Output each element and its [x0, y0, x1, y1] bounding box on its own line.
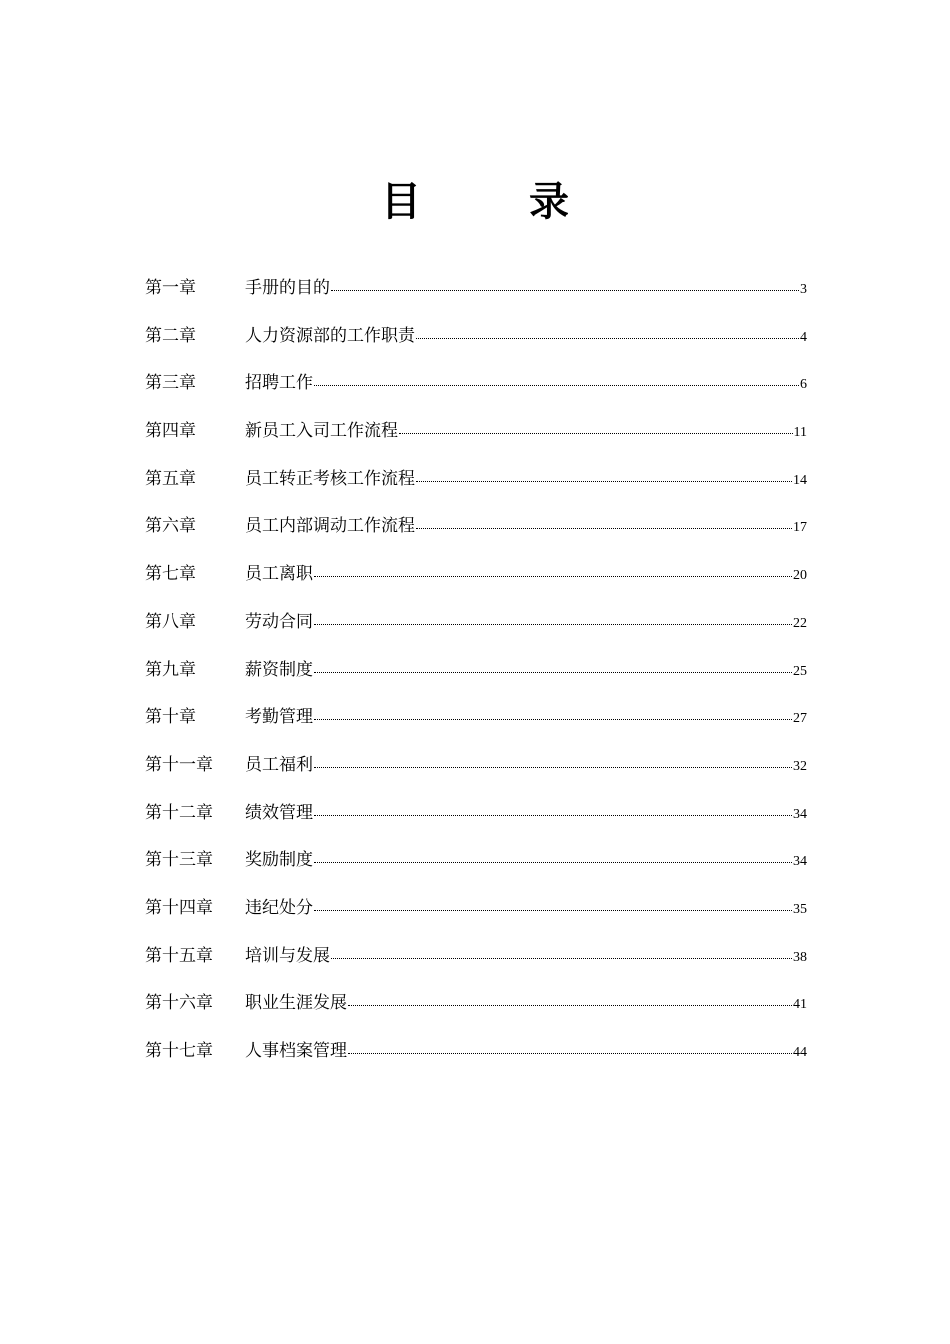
- dot-leader: [314, 671, 792, 673]
- toc-entry: [145, 459, 807, 507]
- chapter-number: 第九章: [145, 659, 196, 680]
- chapter-number: 第三章: [145, 373, 196, 394]
- dot-leader: [348, 1004, 792, 1006]
- chapter-title: 员工福利: [245, 754, 313, 775]
- toc-entry: [145, 936, 807, 984]
- dot-leader: [314, 909, 792, 911]
- page-number: 27: [793, 711, 807, 727]
- page-number: 20: [793, 568, 807, 584]
- toc-entry: [145, 793, 807, 841]
- chapter-title: 奖励制度: [245, 850, 313, 871]
- chapter-title: 劳动合同: [245, 611, 313, 632]
- chapter-title: 人事档案管理: [245, 1041, 347, 1061]
- dot-leader: [416, 337, 799, 339]
- toc-entry: [145, 650, 807, 698]
- chapter-number: 第十五章: [145, 945, 213, 966]
- toc-entry: [145, 554, 807, 602]
- dot-leader: [348, 1052, 792, 1054]
- page-number: 14: [793, 472, 807, 488]
- chapter-number: 第十四章: [145, 897, 213, 918]
- page-number: 34: [793, 854, 807, 870]
- chapter-title: 员工转正考核工作流程: [245, 468, 415, 489]
- chapter-title: 手册的目的: [245, 278, 330, 298]
- page-number: 17: [793, 520, 807, 536]
- chapter-title: 人力资源部的工作职责: [245, 325, 415, 346]
- chapter-title: 新员工入司工作流程: [245, 421, 398, 442]
- chapter-title: 培训与发展: [245, 945, 330, 966]
- dot-leader: [314, 384, 799, 386]
- dot-leader: [331, 289, 799, 291]
- chapter-title: 违纪处分: [245, 897, 313, 918]
- chapter-number: 第四章: [145, 421, 196, 442]
- table-of-contents: [145, 268, 807, 1079]
- toc-entry: [145, 268, 807, 316]
- chapter-number: 第十七章: [145, 1041, 213, 1061]
- page-number: 3: [800, 282, 807, 297]
- toc-entry: [145, 888, 807, 936]
- page-title: 目 录: [381, 178, 603, 225]
- dot-leader: [331, 957, 792, 959]
- toc-entry: [145, 411, 807, 459]
- dot-leader: [314, 623, 792, 625]
- toc-entry: [145, 840, 807, 888]
- chapter-title: 薪资制度: [245, 659, 313, 680]
- chapter-title: 考勤管理: [245, 707, 313, 728]
- chapter-number: 第七章: [145, 564, 196, 585]
- chapter-number: 第五章: [145, 468, 196, 489]
- page-number: 6: [800, 377, 807, 393]
- chapter-number: 第六章: [145, 516, 196, 537]
- page-number: 4: [800, 329, 807, 345]
- chapter-number: 第十一章: [145, 754, 213, 775]
- page-number: 11: [793, 425, 807, 441]
- dot-leader: [314, 814, 792, 816]
- toc-entry: [145, 697, 807, 745]
- dot-leader: [416, 480, 792, 482]
- toc-entry: [145, 363, 807, 411]
- dot-leader: [314, 861, 792, 863]
- toc-entry: [145, 983, 807, 1031]
- page-number: 34: [793, 806, 807, 822]
- chapter-number: 第二章: [145, 325, 196, 346]
- dot-leader: [314, 718, 792, 720]
- chapter-title: 员工内部调动工作流程: [245, 516, 415, 537]
- page-number: 25: [793, 663, 807, 679]
- dot-leader: [314, 766, 792, 768]
- chapter-number: 第十章: [145, 707, 196, 728]
- page-number: 41: [793, 997, 807, 1013]
- toc-entry: [145, 506, 807, 554]
- dot-leader: [416, 527, 792, 529]
- chapter-number: 第八章: [145, 611, 196, 632]
- page-number: 22: [793, 615, 807, 631]
- chapter-number: 第十二章: [145, 802, 213, 823]
- chapter-number: 第十三章: [145, 850, 213, 871]
- chapter-title: 绩效管理: [245, 802, 313, 823]
- page-number: 44: [793, 1045, 807, 1060]
- toc-entry: [145, 602, 807, 650]
- toc-entry: [145, 745, 807, 793]
- chapter-number: 第十六章: [145, 993, 213, 1014]
- page-number: 38: [793, 949, 807, 965]
- toc-entry: [145, 1031, 807, 1079]
- toc-entry: [145, 316, 807, 364]
- chapter-title: 职业生涯发展: [245, 993, 347, 1014]
- chapter-title: 招聘工作: [245, 373, 313, 394]
- chapter-title: 员工离职: [245, 564, 313, 585]
- dot-leader: [399, 432, 793, 434]
- chapter-number: 第一章: [145, 278, 196, 298]
- page-number: 32: [793, 758, 807, 774]
- page-number: 35: [793, 901, 807, 917]
- dot-leader: [314, 575, 792, 577]
